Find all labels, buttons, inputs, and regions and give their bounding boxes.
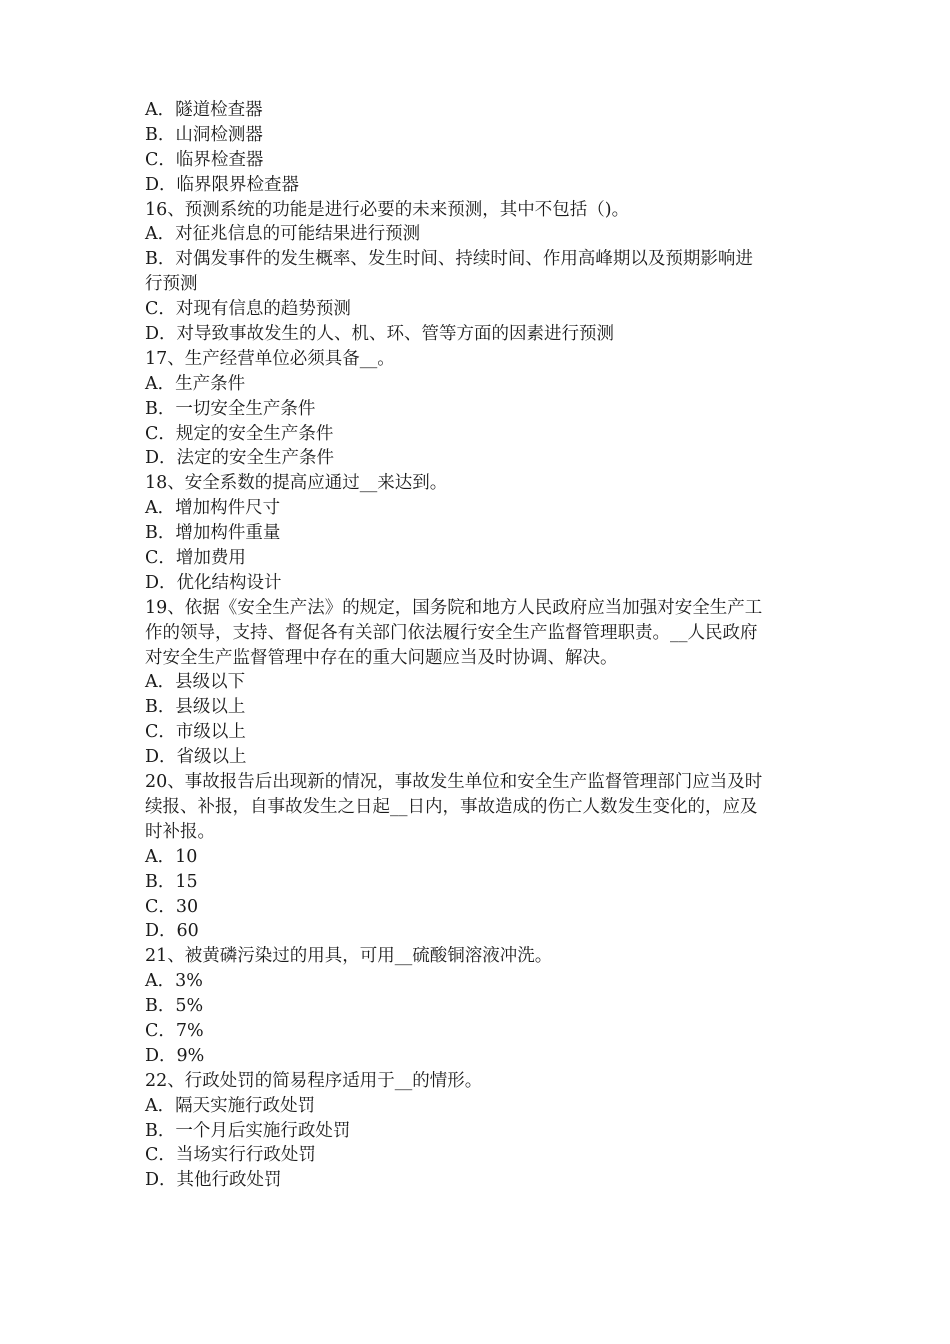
option-line: C．规定的安全生产条件 — [145, 423, 334, 444]
question-line: 17、生产经营单位必须具备__。 — [145, 348, 395, 369]
option-line: A．增加构件尺寸 — [145, 498, 281, 519]
option-line: B．对偶发事件的发生概率、发生时间、持续时间、作用高峰期以及预期影响进 — [145, 249, 753, 270]
question-line: 18、安全系数的提高应通过__来达到。 — [145, 473, 448, 494]
option-line: A．10 — [145, 846, 198, 867]
option-line-continued: 行预测 — [145, 274, 198, 295]
document-body — [145, 98, 815, 1193]
question-line: 19、依据《安全生产法》的规定，国务院和地方人民政府应当加强对安全生产工 — [145, 597, 763, 618]
question-line: 16、预测系统的功能是进行必要的未来预测，其中不包括（)。 — [145, 199, 630, 220]
option-line: C．市级以上 — [145, 722, 246, 743]
option-line: B．增加构件重量 — [145, 523, 281, 544]
question-line: 21、被黄磷污染过的用具，可用__硫酸铜溶液冲洗。 — [145, 946, 553, 967]
option-line: D．临界限界检查器 — [145, 174, 300, 195]
question-line: 20、事故报告后出现新的情况，事故发生单位和安全生产监督管理部门应当及时 — [145, 772, 763, 793]
option-line: D．省级以上 — [145, 747, 247, 768]
option-line: D．法定的安全生产条件 — [145, 448, 335, 469]
question-line-continued: 续报、补报，自事故发生之日起__日内，事故造成的伤亡人数发生变化的，应及 — [145, 796, 758, 817]
option-line: A．县级以下 — [145, 672, 246, 693]
option-line: B．山洞检测器 — [145, 124, 263, 145]
question-line: 22、行政处罚的简易程序适用于__的情形。 — [145, 1070, 483, 1091]
question-line-continued: 时补报。 — [145, 821, 215, 842]
option-line: C．临界检查器 — [145, 149, 264, 170]
option-line: B．一个月后实施行政处罚 — [145, 1120, 351, 1141]
option-line: B．县级以上 — [145, 697, 246, 718]
option-line: D．优化结构设计 — [145, 572, 282, 593]
option-line: A．对征兆信息的可能结果进行预测 — [145, 224, 421, 245]
option-line: D．其他行政处罚 — [145, 1170, 282, 1191]
option-line: C．对现有信息的趋势预测 — [145, 299, 351, 320]
option-line: C．7% — [145, 1020, 204, 1041]
option-line: C．增加费用 — [145, 548, 246, 569]
option-line: D．对导致事故发生的人、机、环、管等方面的因素进行预测 — [145, 324, 615, 345]
option-line: B．一切安全生产条件 — [145, 398, 316, 419]
option-line: B．15 — [145, 871, 198, 892]
option-line: D．9% — [145, 1045, 205, 1066]
option-line: C．30 — [145, 896, 199, 917]
option-line: B．5% — [145, 996, 204, 1017]
option-line: A．生产条件 — [145, 373, 246, 394]
option-line: A．隧道检查器 — [145, 100, 263, 120]
option-line: A．隔天实施行政处罚 — [145, 1095, 316, 1116]
option-line: C．当场实行行政处罚 — [145, 1145, 316, 1166]
question-line-continued: 作的领导，支持、督促各有关部门依法履行安全生产监督管理职责。__人民政府 — [145, 622, 758, 643]
option-line: A．3% — [145, 971, 203, 992]
question-line-continued: 对安全生产监督管理中存在的重大问题应当及时协调、解决。 — [145, 647, 618, 668]
option-line: D．60 — [145, 921, 199, 942]
